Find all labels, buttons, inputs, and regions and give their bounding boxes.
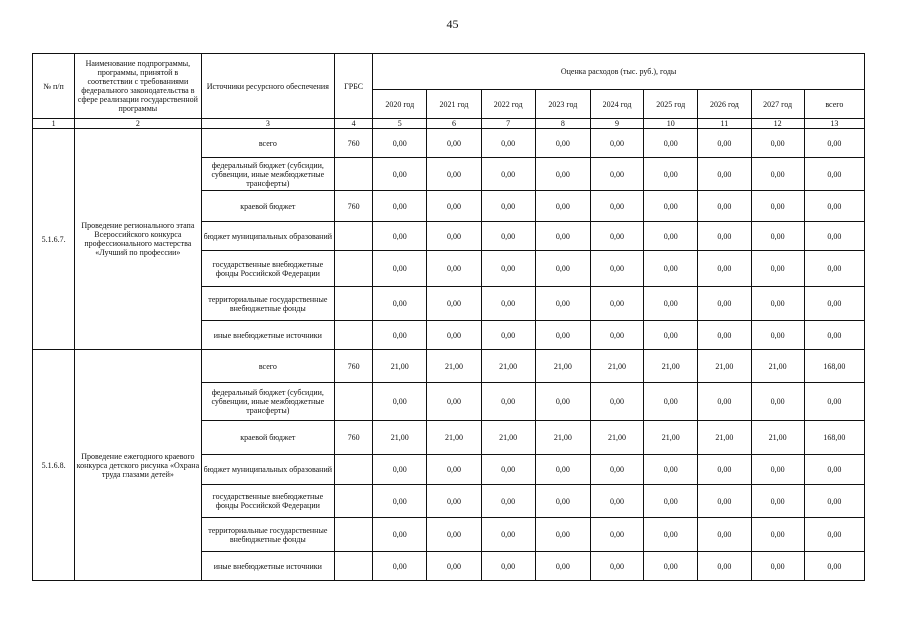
grbs-code: 760 (335, 191, 373, 222)
total-value: 0,00 (804, 552, 864, 581)
year-value: 0,00 (535, 321, 590, 350)
year-value: 21,00 (751, 421, 804, 455)
column-index: 9 (590, 119, 643, 129)
year-value: 0,00 (644, 158, 698, 191)
year-value: 0,00 (535, 222, 590, 251)
column-index-row (33, 119, 865, 129)
year-value: 0,00 (373, 485, 427, 518)
column-index: 1 (33, 119, 75, 129)
year-value: 21,00 (644, 421, 698, 455)
funding-source: территориальные государственные внебюджетные фонды (201, 518, 334, 552)
year-value: 0,00 (590, 321, 643, 350)
funding-source: бюджет муниципальных образований (201, 222, 334, 251)
year-value: 0,00 (481, 222, 535, 251)
year-value: 0,00 (481, 251, 535, 287)
year-value: 21,00 (535, 421, 590, 455)
funding-source: федеральный бюджет (субсидии, субвенции, иные межбюджетные трансферты) (201, 158, 334, 191)
year-value: 21,00 (590, 350, 643, 383)
year-value: 0,00 (698, 222, 751, 251)
total-value: 0,00 (804, 321, 864, 350)
year-value: 0,00 (751, 222, 804, 251)
grbs-code (335, 518, 373, 552)
year-value: 21,00 (535, 350, 590, 383)
grbs-code (335, 455, 373, 485)
year-value: 0,00 (481, 321, 535, 350)
header-year-total: всего (804, 90, 864, 119)
year-value: 0,00 (373, 191, 427, 222)
year-value: 0,00 (751, 129, 804, 158)
year-value: 0,00 (373, 287, 427, 321)
year-value: 0,00 (644, 222, 698, 251)
year-value: 0,00 (698, 129, 751, 158)
year-value: 0,00 (481, 287, 535, 321)
year-value: 0,00 (427, 383, 481, 421)
year-value: 0,00 (481, 383, 535, 421)
funding-source: государственные внебюджетные фонды Российской Федерации (201, 251, 334, 287)
column-index: 13 (804, 119, 864, 129)
year-value: 0,00 (751, 383, 804, 421)
year-value: 0,00 (481, 158, 535, 191)
table-body (33, 119, 865, 581)
year-value: 0,00 (535, 287, 590, 321)
grbs-code: 760 (335, 421, 373, 455)
year-value: 0,00 (644, 518, 698, 552)
header-estimate: Оценка расходов (тыс. руб.), годы (373, 54, 865, 90)
year-value: 21,00 (373, 350, 427, 383)
year-value: 21,00 (751, 350, 804, 383)
grbs-code (335, 552, 373, 581)
year-value: 0,00 (590, 251, 643, 287)
year-value: 0,00 (698, 518, 751, 552)
header-source: Источники ресурсного обеспечения (201, 54, 334, 119)
year-value: 0,00 (590, 485, 643, 518)
total-value: 0,00 (804, 287, 864, 321)
year-value: 0,00 (698, 455, 751, 485)
total-value: 0,00 (804, 518, 864, 552)
year-value: 0,00 (535, 191, 590, 222)
year-value: 21,00 (481, 421, 535, 455)
table-header (33, 54, 865, 119)
funding-source: иные внебюджетные источники (201, 552, 334, 581)
column-index: 8 (535, 119, 590, 129)
header-name: Наименование подпрограммы, программы, принятой в соответствии с требованиями федерального законодательства в сфере реализации государственной программы (75, 54, 201, 119)
total-value: 0,00 (804, 222, 864, 251)
table-row (33, 350, 865, 383)
column-index: 3 (201, 119, 334, 129)
year-value: 0,00 (751, 518, 804, 552)
year-value: 0,00 (535, 518, 590, 552)
year-value: 0,00 (590, 158, 643, 191)
year-value: 0,00 (373, 321, 427, 350)
item-name: Проведение ежегодного краевого конкурса детского рисунка «Охрана труда глазами детей» (75, 350, 201, 581)
total-value: 168,00 (804, 350, 864, 383)
grbs-code (335, 222, 373, 251)
header-year: 2022 год (481, 90, 535, 119)
year-value: 0,00 (535, 455, 590, 485)
total-value: 0,00 (804, 455, 864, 485)
header-year: 2026 год (698, 90, 751, 119)
funding-source: государственные внебюджетные фонды Российской Федерации (201, 485, 334, 518)
year-value: 0,00 (751, 287, 804, 321)
year-value: 0,00 (644, 321, 698, 350)
header-grbs: ГРБС (335, 54, 373, 119)
year-value: 0,00 (427, 251, 481, 287)
year-value: 0,00 (427, 129, 481, 158)
year-value: 0,00 (644, 455, 698, 485)
budget-table (32, 53, 865, 581)
year-value: 21,00 (427, 421, 481, 455)
year-value: 0,00 (373, 129, 427, 158)
year-value: 0,00 (751, 485, 804, 518)
year-value: 21,00 (427, 350, 481, 383)
year-value: 21,00 (698, 350, 751, 383)
header-year: 2024 год (590, 90, 643, 119)
column-index: 11 (698, 119, 751, 129)
year-value: 0,00 (590, 222, 643, 251)
grbs-code (335, 251, 373, 287)
year-value: 0,00 (427, 287, 481, 321)
grbs-code: 760 (335, 350, 373, 383)
grbs-code (335, 158, 373, 191)
year-value: 0,00 (373, 518, 427, 552)
year-value: 0,00 (427, 321, 481, 350)
item-name: Проведение регионального этапа Всероссийского конкурса профессионального мастерства «Лучший по профессии» (75, 129, 201, 350)
column-index: 10 (644, 119, 698, 129)
year-value: 0,00 (590, 383, 643, 421)
year-value: 0,00 (590, 287, 643, 321)
header-year: 2023 год (535, 90, 590, 119)
year-value: 21,00 (644, 350, 698, 383)
year-value: 0,00 (427, 191, 481, 222)
year-value: 0,00 (535, 552, 590, 581)
header-year: 2020 год (373, 90, 427, 119)
year-value: 0,00 (373, 222, 427, 251)
year-value: 0,00 (644, 129, 698, 158)
year-value: 0,00 (644, 191, 698, 222)
year-value: 0,00 (644, 287, 698, 321)
year-value: 0,00 (373, 251, 427, 287)
column-index: 7 (481, 119, 535, 129)
year-value: 0,00 (535, 129, 590, 158)
year-value: 21,00 (590, 421, 643, 455)
year-value: 0,00 (481, 552, 535, 581)
column-index: 2 (75, 119, 201, 129)
year-value: 0,00 (427, 518, 481, 552)
year-value: 0,00 (535, 485, 590, 518)
column-index: 4 (335, 119, 373, 129)
column-index: 6 (427, 119, 481, 129)
year-value: 0,00 (590, 129, 643, 158)
year-value: 0,00 (644, 485, 698, 518)
year-value: 0,00 (590, 455, 643, 485)
year-value: 0,00 (698, 552, 751, 581)
year-value: 0,00 (751, 321, 804, 350)
funding-source: иные внебюджетные источники (201, 321, 334, 350)
grbs-code (335, 287, 373, 321)
item-number: 5.1.6.8. (33, 350, 75, 581)
year-value: 0,00 (698, 321, 751, 350)
year-value: 0,00 (481, 455, 535, 485)
year-value: 21,00 (698, 421, 751, 455)
column-index: 12 (751, 119, 804, 129)
item-number: 5.1.6.7. (33, 129, 75, 350)
year-value: 0,00 (590, 552, 643, 581)
header-year: 2025 год (644, 90, 698, 119)
year-value: 21,00 (481, 350, 535, 383)
year-value: 0,00 (373, 158, 427, 191)
year-value: 0,00 (644, 383, 698, 421)
year-value: 0,00 (427, 222, 481, 251)
year-value: 0,00 (427, 158, 481, 191)
year-value: 0,00 (481, 191, 535, 222)
header-year: 2021 год (427, 90, 481, 119)
total-value: 0,00 (804, 251, 864, 287)
header-num: № п/п (33, 54, 75, 119)
funding-source: всего (201, 350, 334, 383)
grbs-code (335, 321, 373, 350)
total-value: 0,00 (804, 191, 864, 222)
year-value: 0,00 (698, 287, 751, 321)
year-value: 0,00 (698, 158, 751, 191)
year-value: 0,00 (373, 455, 427, 485)
year-value: 0,00 (481, 485, 535, 518)
year-value: 0,00 (373, 383, 427, 421)
grbs-code (335, 485, 373, 518)
funding-source: бюджет муниципальных образований (201, 455, 334, 485)
year-value: 0,00 (427, 485, 481, 518)
year-value: 0,00 (427, 552, 481, 581)
year-value: 0,00 (751, 251, 804, 287)
funding-source: территориальные государственные внебюджетные фонды (201, 287, 334, 321)
year-value: 0,00 (698, 251, 751, 287)
year-value: 21,00 (373, 421, 427, 455)
year-value: 0,00 (751, 552, 804, 581)
funding-source: краевой бюджет (201, 191, 334, 222)
year-value: 0,00 (427, 455, 481, 485)
year-value: 0,00 (535, 158, 590, 191)
page-number: 45 (446, 17, 459, 31)
year-value: 0,00 (698, 485, 751, 518)
year-value: 0,00 (481, 518, 535, 552)
year-value: 0,00 (644, 251, 698, 287)
total-value: 0,00 (804, 383, 864, 421)
table-row (33, 129, 865, 158)
funding-source: краевой бюджет (201, 421, 334, 455)
total-value: 0,00 (804, 485, 864, 518)
grbs-code: 760 (335, 129, 373, 158)
year-value: 0,00 (590, 191, 643, 222)
year-value: 0,00 (751, 158, 804, 191)
total-value: 168,00 (804, 421, 864, 455)
year-value: 0,00 (373, 552, 427, 581)
year-value: 0,00 (698, 383, 751, 421)
total-value: 0,00 (804, 129, 864, 158)
year-value: 0,00 (751, 455, 804, 485)
funding-source: всего (201, 129, 334, 158)
year-value: 0,00 (751, 191, 804, 222)
year-value: 0,00 (590, 518, 643, 552)
total-value: 0,00 (804, 158, 864, 191)
year-value: 0,00 (644, 552, 698, 581)
grbs-code (335, 383, 373, 421)
header-year: 2027 год (751, 90, 804, 119)
year-value: 0,00 (535, 251, 590, 287)
year-value: 0,00 (535, 383, 590, 421)
column-index: 5 (373, 119, 427, 129)
funding-source: федеральный бюджет (субсидии, субвенции, иные межбюджетные трансферты) (201, 383, 334, 421)
year-value: 0,00 (698, 191, 751, 222)
year-value: 0,00 (481, 129, 535, 158)
